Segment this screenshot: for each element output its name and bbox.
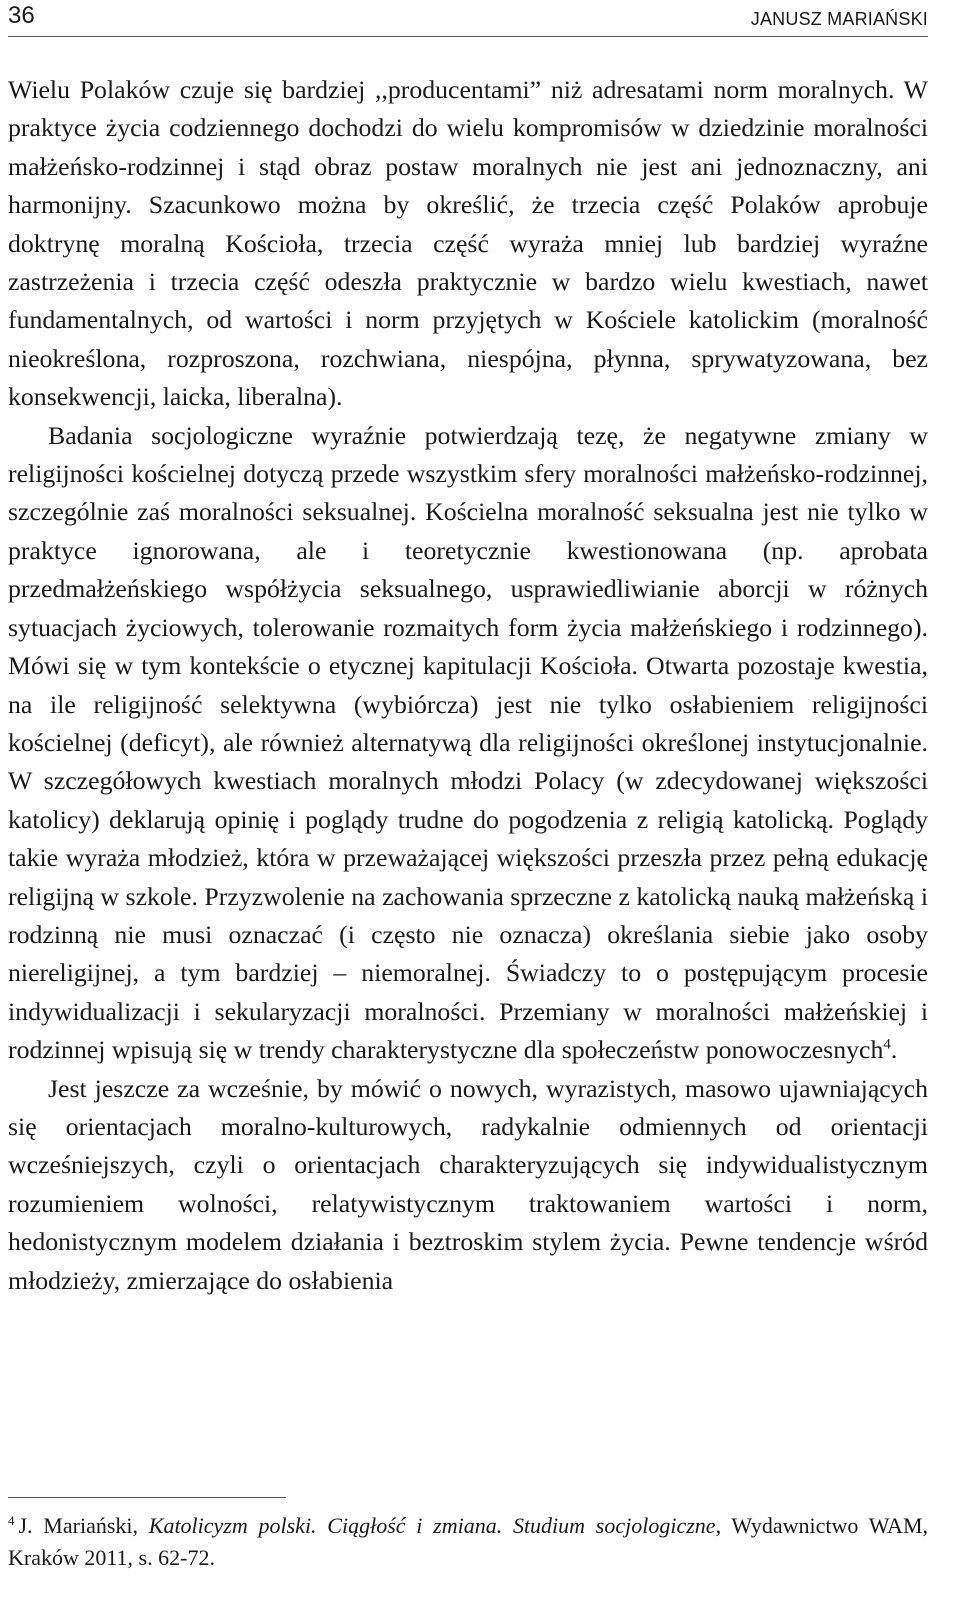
- footnote-separator: [8, 1497, 286, 1498]
- paragraph-end-punctuation: .: [890, 1035, 898, 1065]
- main-text: [8, 71, 928, 1300]
- running-head-author: JANUSZ MARIAŃSKI: [750, 9, 928, 29]
- footnote: [8, 1510, 928, 1574]
- paragraph: Wielu Polaków czuje się bardziej ,,producentami” niż adresatami norm moralnych. W praktyce życia codziennego dochodzi do wielu kompromisów w dziedzinie moralności małżeńsko-rodzinnej i stąd obraz postaw moralnych nie jest ani jednoznaczny, ani harmonijny. Szacunkowo można by określić, że trzecia część Polaków aprobuje doktrynę moralną Kościoła, trzecia część wyraża mniej lub bardziej wyraźne zastrzeżenia i trzecia część odeszła praktycznie w bardzo wielu kwestiach, nawet fundamentalnych, od wartości i norm przyjętych w Kościele katolickim (moralność nieokreślona, rozproszona, rozchwiana, niespójna, płynna, sprywatyzowana, bez konsekwencji, laicka, liberalna).: [8, 75, 928, 412]
- paragraph: [8, 417, 928, 1070]
- page-header: [8, 0, 928, 37]
- paragraph: Jest jeszcze za wcześnie, by mówić o nowych, wyrazistych, masowo ujawniających się orientacjach moralno-kulturowych, radykalnie odmiennych od orientacji wcześniejszych, czyli o orientacjach charakteryzujących się indywidualistycznym rozumieniem wolności, relatywistycznym traktowaniem wartości i norm, hedonistycznym modelem działania i beztroskim stylem życia. Pewne tendencje wśród młodzieży, zmierzające do osłabienia: [8, 1073, 928, 1295]
- footnote-marker: 4: [8, 1512, 15, 1528]
- footnote-reference: 4: [883, 1036, 891, 1053]
- footnote-book-title: Katolicyzm polski. Ciągłość i zmiana. Studium socjologiczne: [148, 1513, 716, 1538]
- page-number: 36: [8, 2, 35, 29]
- footnote-author: J. Mariański,: [18, 1513, 149, 1538]
- footnote-publication-info: , Wydawnictwo WAM, Kraków 2011, s. 62-72.: [8, 1513, 929, 1570]
- paragraph-text: Badania socjologiczne wyraźnie potwierdzają tezę, że negatywne zmiany w religijności kościelnej dotyczą przede wszystkim sfery moralności małżeńsko-rodzinnej, szczególnie zaś moralności seksualnej. Kościelna moralność seksualna jest nie tylko w praktyce ignorowana, ale i teoretycznie kwestionowana (np. aprobata przedmałżeńskiego współżycia seksualnego, usprawiedliwianie aborcji w różnych sytuacjach życiowych, tolerowanie rozmaitych form życia małżeńskiego i rodzinnego). Mówi się w tym kontekście o etycznej kapitulacji Kościoła. Otwarta pozostaje kwestia, na ile religijność selektywna (wybiórcza) jest nie tylko osłabieniem religijności kościelnej (deficyt), ale również alternatywą dla religijności określonej instytucjonalnie. W szczegółowych kwestiach moralnych młodzi Polacy (w zdecydowanej większości katolicy) deklarują opinię i poglądy trudne do pogodzenia z religią katolicką. Poglądy takie wyraża młodzież, która w przeważającej większości przeszła przez pełną edukację religijną w szkole. Przyzwolenie na zachowania sprzeczne z katolicką nauką małżeńską i rodzinną nie musi oznaczać (i często nie oznacza) określania siebie jako osoby niereligijnej, a tym bardziej – niemoralnej. Świadczy to o postępującym procesie indywidualizacji i sekularyzacji moralności. Przemiany w moralności małżeńskiej i rodzinnej wpisują się w trendy charakterystyczne dla społeczeństw ponowoczesnych: [8, 420, 928, 1065]
